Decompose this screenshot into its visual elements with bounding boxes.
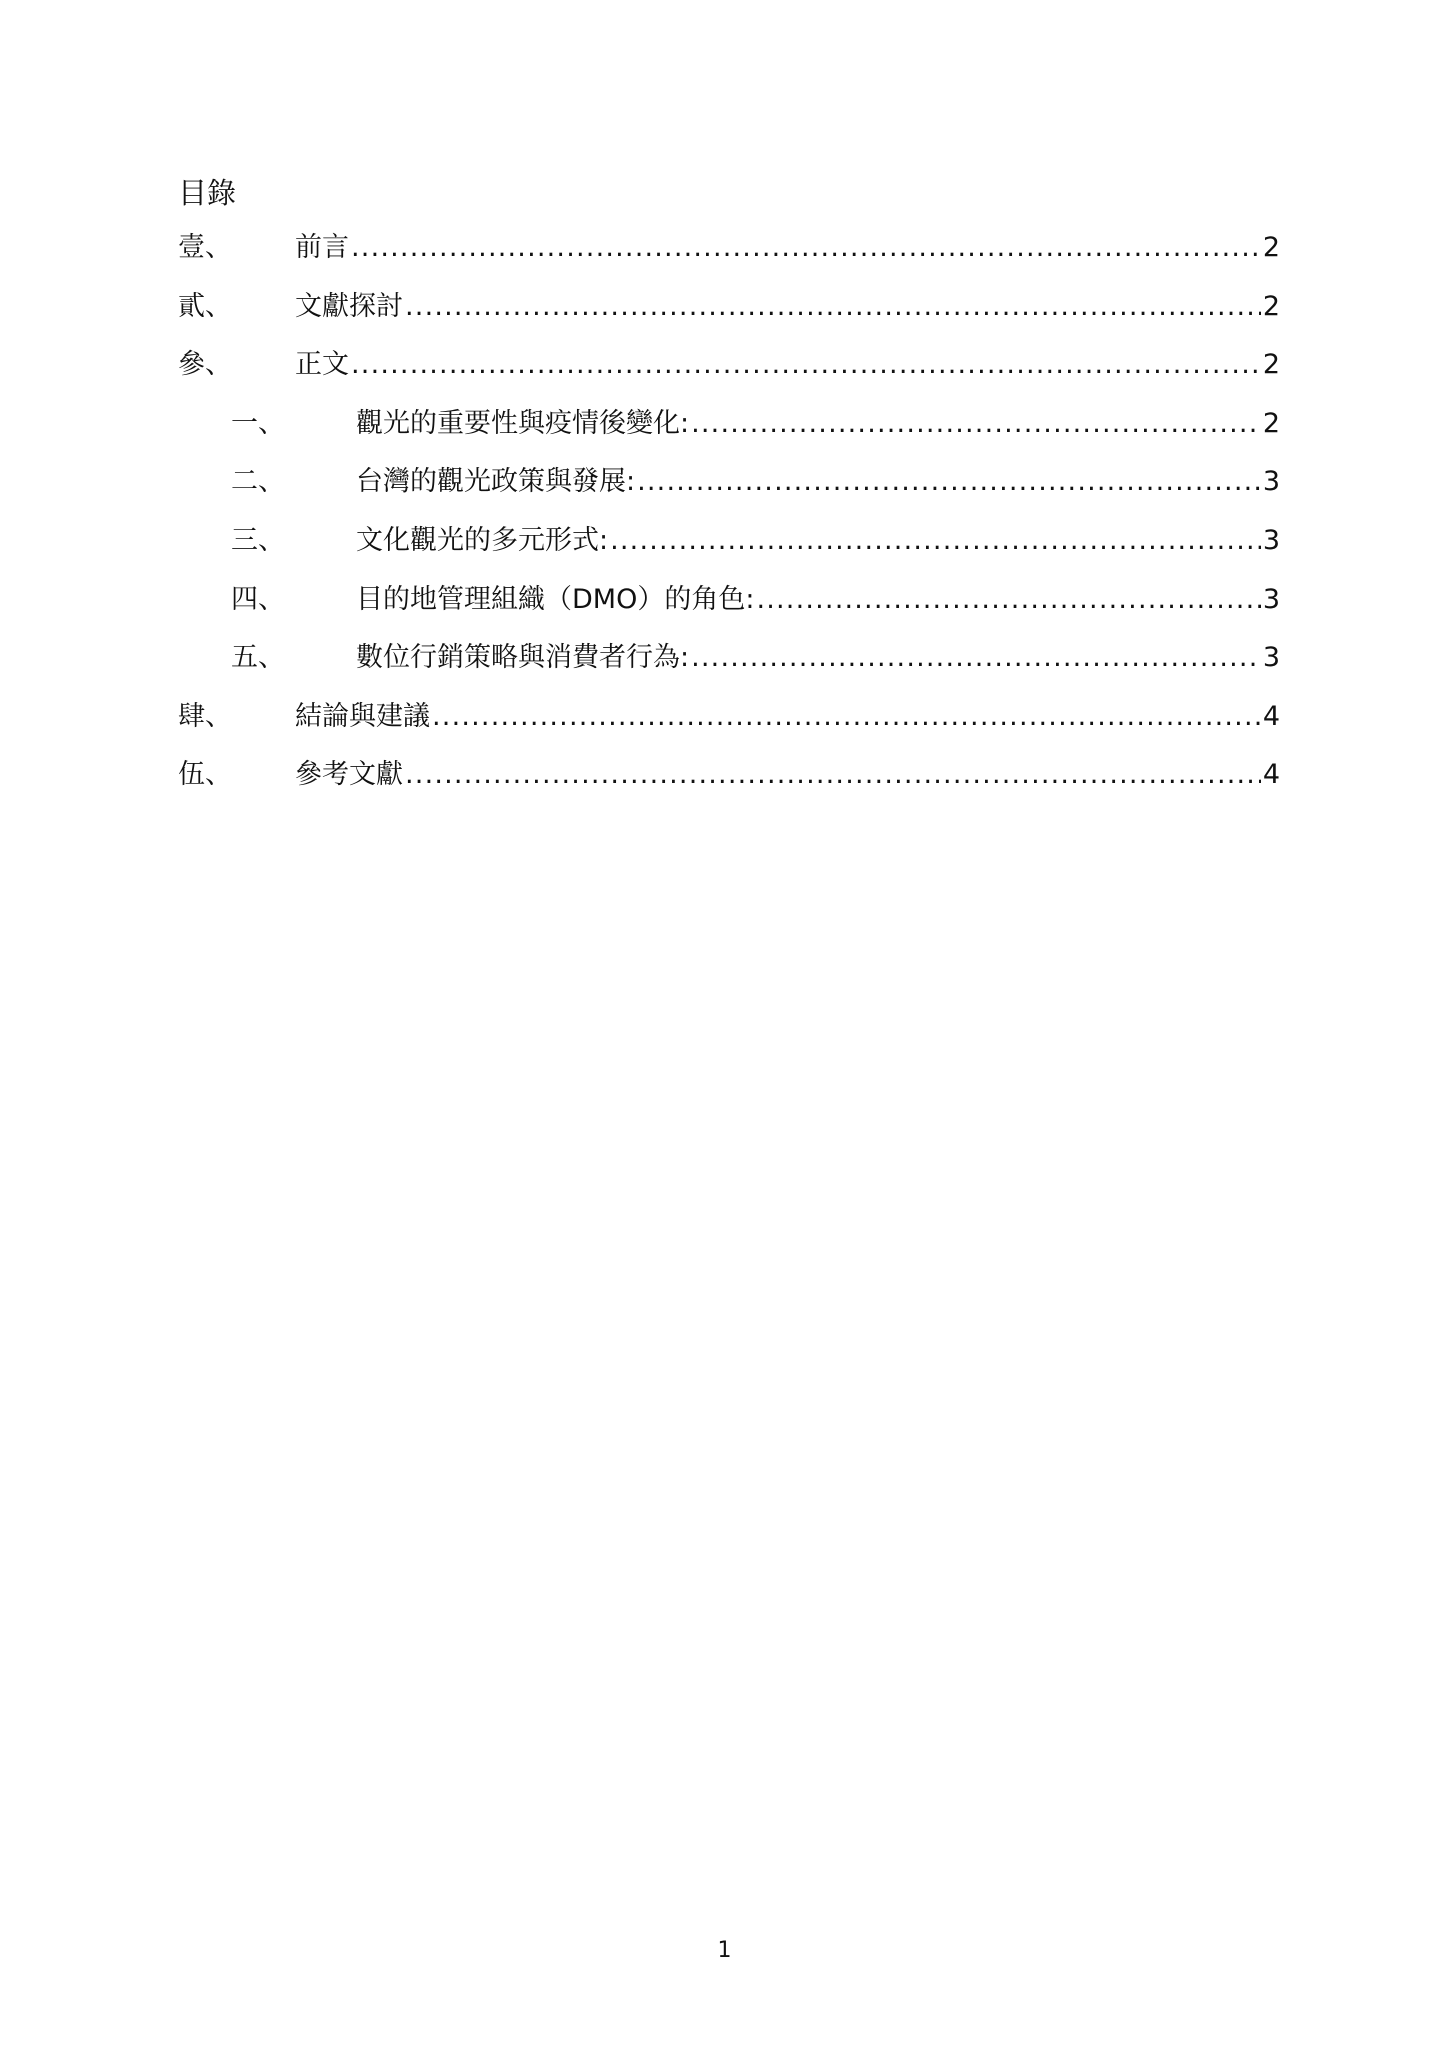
toc-dot-leader <box>691 404 1261 444</box>
toc-entry-main-text[interactable] <box>178 345 1280 404</box>
toc-entry-number: 壹、 <box>178 232 232 263</box>
toc-entry-title: 正文 <box>295 349 349 381</box>
toc-entry-title: 文化觀光的多元形式: <box>356 524 609 556</box>
toc-entry-tourism-importance[interactable] <box>178 404 1280 463</box>
toc-dot-leader <box>432 697 1261 737</box>
toc-entry-page: 3 <box>1262 524 1280 556</box>
toc-entry-number: 貳、 <box>178 290 232 322</box>
toc-entry-number: 四、 <box>231 583 285 615</box>
toc-entry-page: 4 <box>1262 700 1280 732</box>
toc-entry-dmo-role[interactable] <box>178 580 1280 639</box>
toc-entry-title: 台灣的觀光政策與發展: <box>356 466 636 498</box>
toc-entry-conclusion[interactable] <box>178 697 1280 756</box>
toc-entry-title: 文獻探討 <box>295 290 403 322</box>
toc-entry-page: 4 <box>1262 759 1280 791</box>
toc-entry-title: 結論與建議 <box>295 700 430 732</box>
toc-entry-number: 肆、 <box>178 700 232 732</box>
toc-entry-title: 觀光的重要性與疫情後變化: <box>356 407 690 439</box>
toc-entry-digital-marketing[interactable] <box>178 638 1280 697</box>
toc-dot-leader <box>405 755 1261 795</box>
toc-entry-references[interactable] <box>178 755 1280 814</box>
toc-entry-number: 一、 <box>231 407 285 439</box>
toc-entry-page: 2 <box>1262 290 1280 322</box>
toc-entry-title: 參考文獻 <box>295 759 403 791</box>
toc-entry-title: 數位行銷策略與消費者行為: <box>356 642 690 674</box>
toc-dot-leader <box>637 462 1261 502</box>
toc-entry-page: 3 <box>1262 583 1280 615</box>
toc-entry-number: 五、 <box>231 642 285 674</box>
toc-dot-leader <box>351 345 1261 385</box>
toc-dot-leader <box>691 638 1261 678</box>
toc-entry-page: 3 <box>1262 642 1280 674</box>
toc-entry-title: 目的地管理組織（DMO）的角色: <box>356 583 755 615</box>
toc-entry-cultural-tourism[interactable] <box>178 521 1280 580</box>
toc-entry-page: 2 <box>1262 232 1280 263</box>
toc-entry-taiwan-policy[interactable] <box>178 462 1280 521</box>
toc-entry-page: 2 <box>1262 407 1280 439</box>
toc-entry-title: 前言 <box>295 232 349 263</box>
toc-entry-number: 三、 <box>231 524 285 556</box>
toc-entry-page: 2 <box>1262 349 1280 381</box>
table-of-contents <box>178 228 1280 814</box>
toc-dot-leader <box>405 287 1261 327</box>
toc-entry-number: 伍、 <box>178 759 232 791</box>
toc-entry-page: 3 <box>1262 466 1280 498</box>
toc-heading: 目錄 <box>178 176 237 210</box>
toc-entry-number: 二、 <box>231 466 285 498</box>
toc-entry-number: 參、 <box>178 349 232 381</box>
toc-entry-preface[interactable] <box>178 228 1280 287</box>
toc-dot-leader <box>610 521 1261 561</box>
toc-entry-literature-review[interactable] <box>178 287 1280 346</box>
toc-dot-leader <box>756 580 1260 620</box>
footer-page-number: 1 <box>717 1938 732 1963</box>
toc-dot-leader <box>351 228 1261 268</box>
